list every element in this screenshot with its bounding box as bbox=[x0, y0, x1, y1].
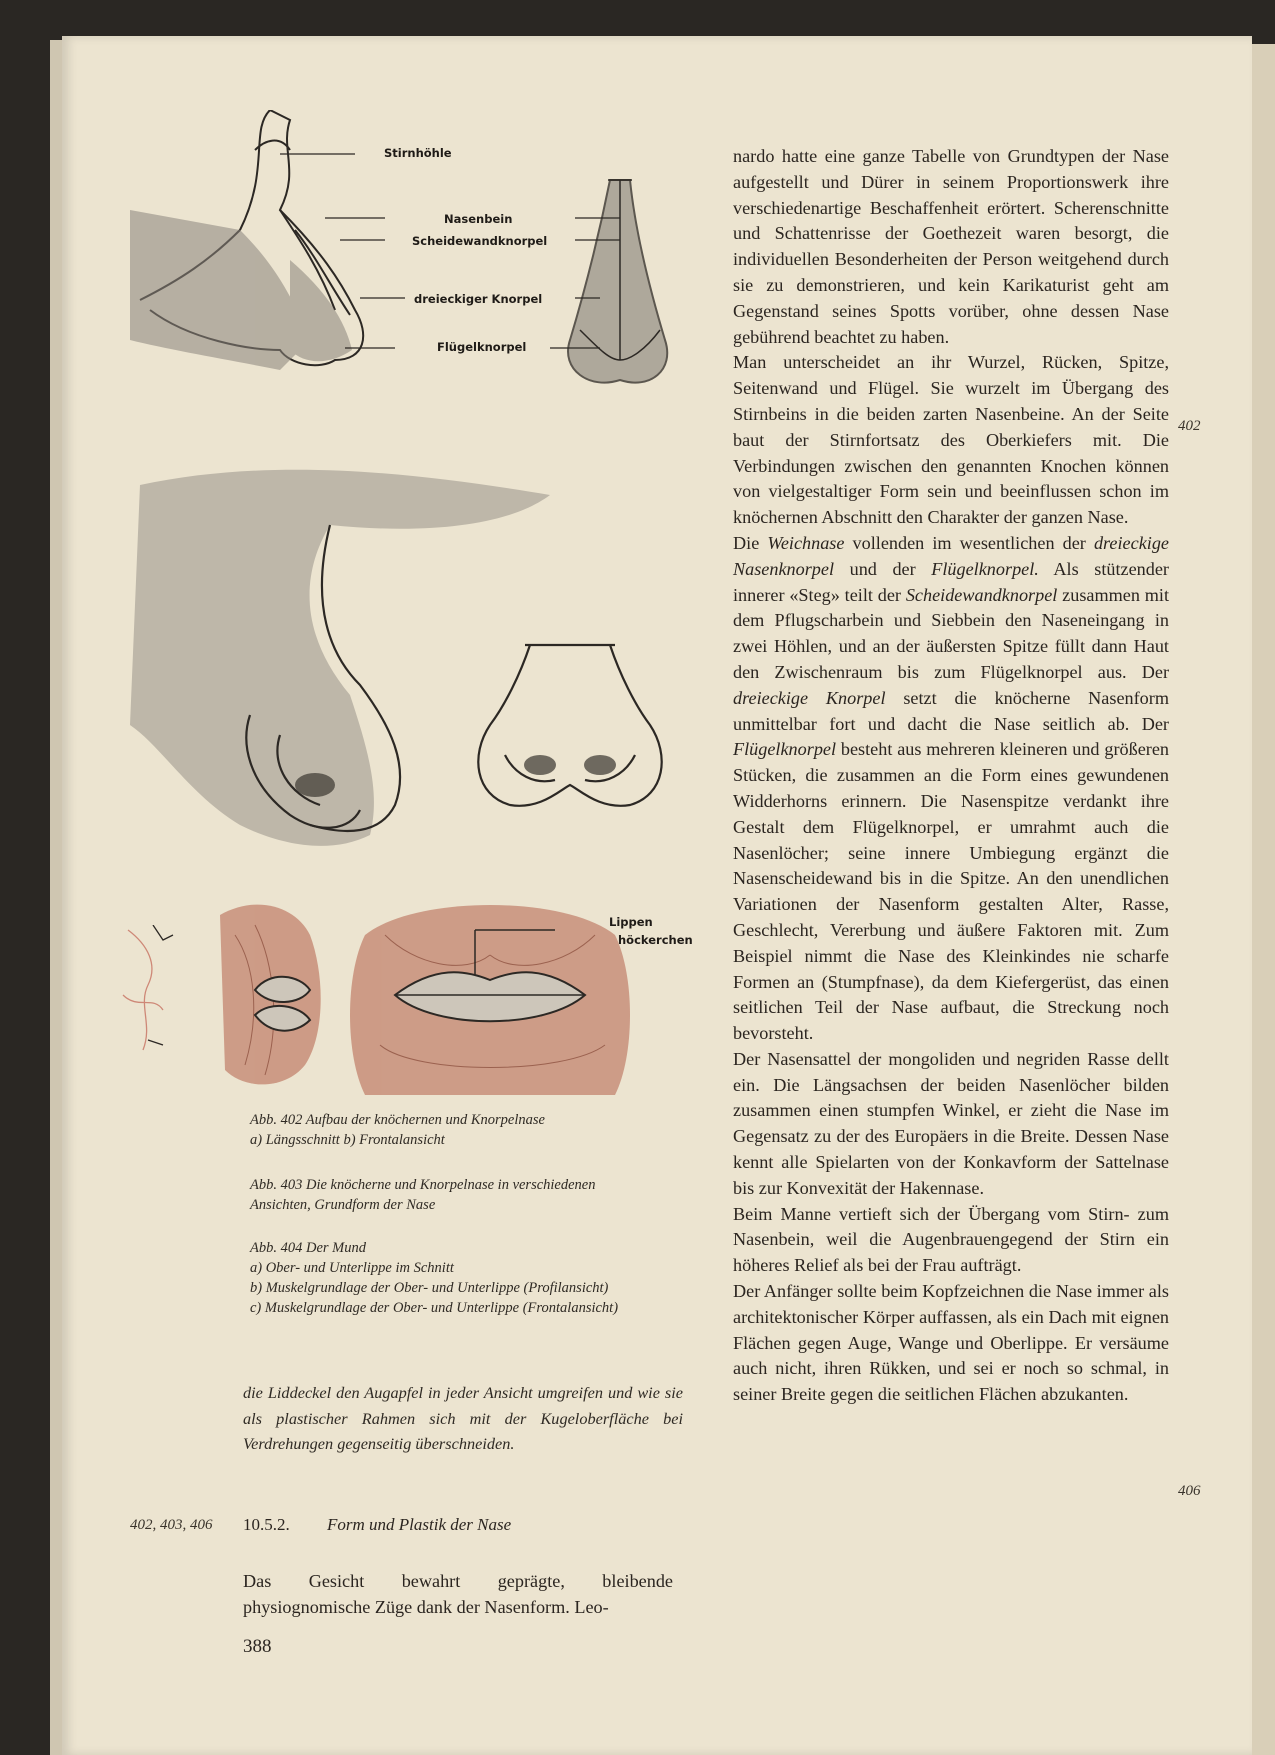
caption-404-line-2: a) Ober- und Unterlippe im Schnitt bbox=[250, 1260, 454, 1276]
caption-402-line-2: a) Längsschnitt b) Frontalansicht bbox=[250, 1132, 445, 1148]
label-scheidewandknorpel: Scheidewandknorpel bbox=[412, 234, 548, 248]
paragraph-5: Beim Manne vertieft sich der Übergang vom Stirn- zum Nasenbein, weil die Augenbrauengegend der Stirn ein höheres Relief als bei der Frau aufträgt. bbox=[733, 1203, 1169, 1276]
italic-quote-paragraph: die Liddeckel den Augapfel in jeder Ansicht umgreifen und wie sie als plastischer Rahmen sich mit der Kugeloberfläche bei Verdrehungen gegenseitig überschneiden. bbox=[243, 1383, 683, 1453]
right-column-text bbox=[733, 144, 1169, 1408]
section-intro-text: Das Gesicht bewahrt geprägte, bleibende physiognomische Züge dank der Nasenform. Leo- bbox=[243, 1571, 673, 1617]
caption-404-line-4: c) Muskelgrundlage der Ober- und Unterlippe (Frontalansicht) bbox=[250, 1300, 619, 1316]
p3-text-d: Als stützender innerer «Steg» teilt der bbox=[733, 558, 1169, 605]
caption-404-line-3: b) Muskelgrundlage der Ober- und Unterlippe (Profilansicht) bbox=[250, 1280, 609, 1296]
p3-text-c: und der bbox=[834, 558, 932, 579]
caption-403-line-1: Abb. 403 Die knöcherne und Knorpelnase in verschiedenen bbox=[250, 1177, 596, 1193]
caption-abb-404 bbox=[250, 1238, 680, 1318]
term-scheidewandknorpel: Scheidewandknorpel bbox=[905, 584, 1058, 605]
paragraph-4: Der Nasensattel der mongoliden und negriden Rasse dellt ein. Die Längsachsen der beiden Nasenlöcher bilden zusammen einen stumpfen Winkel, er zieht die Nase im Gegensatz zu der des Europäers in die Breite. Dessen Nase kennt alle Spielarten von der Konkavform der Sattelnase bis zur Konvexität der Hakennase. bbox=[733, 1048, 1169, 1198]
term-dreieckige-nasenknorpel: dreieckige Nasenknorpel bbox=[733, 532, 1169, 579]
p3-text-g: besteht aus mehreren kleineren und größeren Stücken, die zusammen an die Form eines gewundenen Widderhorns erinnern. Die Nasenspitze verdankt ihre Gestalt dem Flügelknorpel, er umrahmt auch die Nasenlöcher; seine innere Umbiegung ergänzt die Nasenscheidewand bis in die Spitze. An den unendlichen Variationen der Nasenform gestalten Alter, Rasse, Geschlecht, Vererbung und äußere Faktoren mit. Zum Beispiel nimmt die Nase des Kleinkindes nie scharfe Formen an (Stumpfnase), da dem Kiefergerüst, das einen seitlichen Teil der Nase aufbaut, die Streckung noch bevorsteht. bbox=[733, 739, 1169, 1044]
next-page-edge bbox=[1252, 44, 1275, 1755]
term-dreieckige-knorpel: dreieckige Knorpel bbox=[733, 687, 886, 708]
section-number: 10.5.2. bbox=[243, 1515, 290, 1534]
figure-404-lips bbox=[215, 895, 645, 1100]
caption-404-line-1: Abb. 404 Der Mund bbox=[250, 1240, 366, 1256]
term-fluegelknorpel: Flügelknorpel. bbox=[931, 558, 1039, 579]
caption-402-line-1: Abb. 402 Aufbau der knöchernen und Knorpelnase bbox=[250, 1112, 545, 1128]
label-nasenbein: Nasenbein bbox=[444, 212, 513, 226]
figure-402-nose-structure bbox=[130, 110, 700, 460]
label-stirnhoehle: Stirnhöhle bbox=[384, 146, 452, 160]
term-weichnase: Weichnase bbox=[767, 532, 845, 553]
caption-403-line-2: Ansichten, Grundform der Nase bbox=[250, 1197, 436, 1213]
p3-text-a: Die bbox=[733, 532, 768, 553]
p3-text-e: zusammen mit dem Pflugscharbein und Siebbein den Naseneingang in zwei Höhlen, und an der äußersten Spitze füllt dann Haut den Zwischenraum bis zum Flügelknorpel aus. Der bbox=[733, 584, 1170, 682]
pencil-margin-sketch bbox=[118, 925, 178, 1060]
page-binding-edge bbox=[50, 40, 62, 1755]
paragraph-6: Der Anfänger sollte beim Kopfzeichnen die Nase immer als architektonischer Körper auffassen, als ein Dach mit eignen Flächen gegen Auge, Wange und Oberlippe. Er versäume auch nicht, ihren Rükken, und sei er noch so schmal, in seiner Breite gegen die seitlichen Flächen abzukanten. bbox=[733, 1281, 1169, 1405]
label-lippen: Lippen bbox=[609, 915, 653, 929]
p3-text-f: setzt die knöcherne Nasenform unmittelbar fort und dacht die Nase seitlich ab. Der bbox=[733, 687, 1169, 734]
p3-text-b: vollenden im wesentlichen der bbox=[844, 532, 1094, 553]
paragraph-1: nardo hatte eine ganze Tabelle von Grundtypen der Nase aufgestellt und Dürer in seinem Proportionswerk ihre verschiedenartige Beschaffenheit erörtert. Scherenschnitte und Schattenrisse der Goethezeit waren besorgt, die individuellen Besonderheiten der Person weitgehend durch sie zu demonstrieren, und kein Karikaturist geht am Gegenstand seines Spotts vorüber, ohne dessen Nase gebührend beachtet zu haben. bbox=[733, 146, 1169, 347]
figure-403-nose-views bbox=[130, 465, 690, 875]
margin-ref-406: 406 bbox=[1178, 1483, 1201, 1499]
paragraph-3 bbox=[733, 531, 1169, 1047]
caption-abb-403 bbox=[250, 1175, 680, 1215]
caption-abb-402 bbox=[250, 1110, 680, 1150]
section-title: Form und Plastik der Nase bbox=[327, 1515, 512, 1534]
margin-ref-402: 402 bbox=[1178, 418, 1201, 434]
label-dreieckiger-knorpel: dreieckiger Knorpel bbox=[414, 292, 543, 306]
paragraph-2: Man unterscheidet an ihr Wurzel, Rücken, Spitze, Seitenwand und Flügel. Sie wurzelt im Übergang des Stirnbeins in die beiden zarten Nasenbeine. An der Seite baut der Stirnfortsatz des Oberkiefers mit. Die Verbindungen zwischen den genannten Knochen können von vielgestaltiger Form sein und beeinflussen schon im knöchernen Abschnitt den Charakter der ganzen Nase. bbox=[733, 352, 1169, 528]
label-hoeckerchen: höckerchen bbox=[618, 933, 693, 947]
page-number: 388 bbox=[243, 1636, 272, 1657]
section-figure-refs: 402, 403, 406 bbox=[130, 1517, 213, 1533]
label-fluegelknorpel: Flügelknorpel bbox=[437, 340, 527, 354]
term-fluegelknorpel-2: Flügelknorpel bbox=[733, 739, 837, 760]
